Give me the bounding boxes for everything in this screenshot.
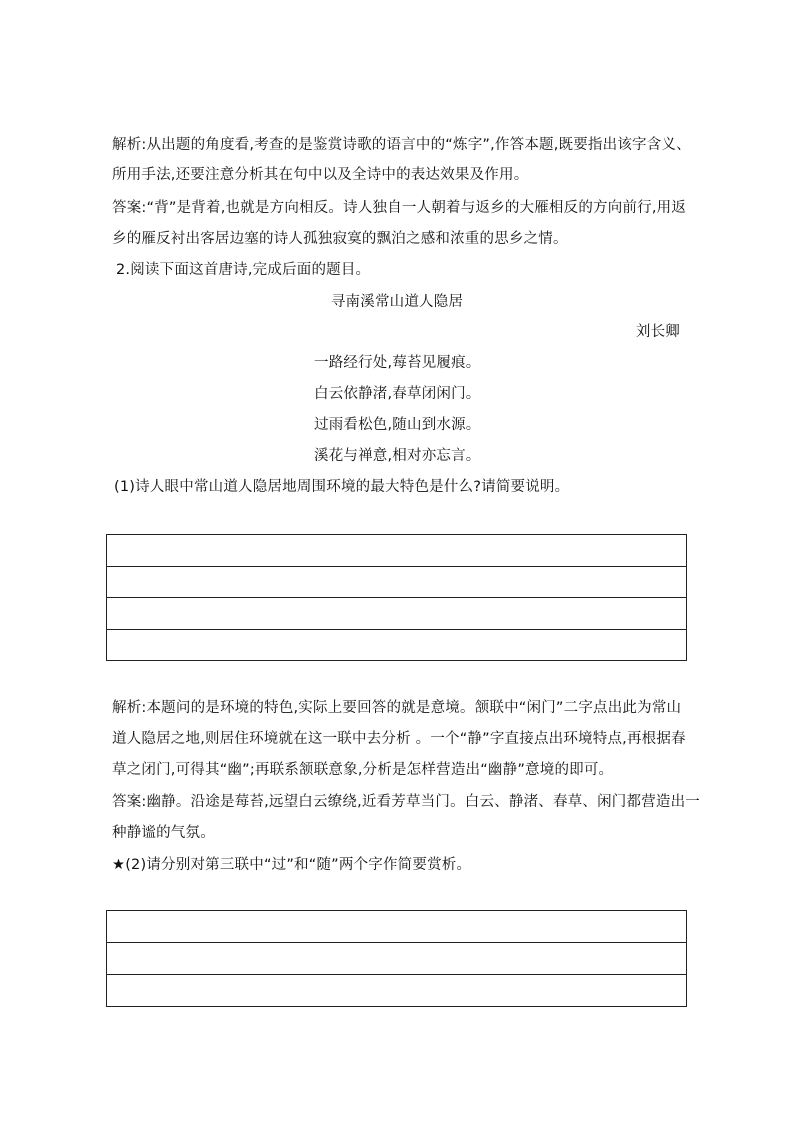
answer-line[interactable] xyxy=(107,567,686,599)
sub1-analysis-line-2: 道人隐居之地,则居住环境就在这一联中去分析 。一个“静”字直接点出环境特点,再根据春 xyxy=(112,731,686,747)
poem-line-1: 一路经行处,莓苔见履痕。 xyxy=(314,355,481,371)
sub1-analysis-line-3: 草之闭门,可得其“幽”;再联系颔联意象,分析是怎样营造出“幽静”意境的即可。 xyxy=(112,762,614,778)
poem-line-4: 溪花与禅意,相对亦忘言。 xyxy=(314,448,481,464)
answer-line[interactable] xyxy=(107,975,686,1006)
answer-line[interactable] xyxy=(107,598,686,630)
q1-answer-line-2: 乡的雁反衬出客居边塞的诗人孤独寂寞的飘泊之感和浓重的思乡之情。 xyxy=(112,231,568,247)
poem-title: 寻南溪常山道人隐居 xyxy=(330,294,464,310)
sub1-answer-line-1: 答案:幽静。沿途是莓苔,远望白云缭绕,近看芳草当门。白云、静渚、春草、闲门都营造出一 xyxy=(112,794,700,810)
q1-analysis-line-1: 解析:从出题的角度看,考查的是鉴赏诗歌的语言中的“炼字”,作答本题,既要指出该字含义、 xyxy=(112,137,691,153)
q1-analysis-line-2: 所用手法,还要注意分析其在句中以及全诗中的表达效果及作用。 xyxy=(112,167,529,183)
answer-line[interactable] xyxy=(107,535,686,567)
question-2-intro: 2.阅读下面这首唐诗,完成后面的题目。 xyxy=(116,262,371,278)
poem-line-3: 过雨看松色,随山到水源。 xyxy=(314,417,481,433)
answer-line[interactable] xyxy=(107,943,686,975)
q1-answer-line-1: 答案:“背”是背着,也就是方向相反。诗人独自一人朝着与返乡的大雁相反的方向前行,用返 xyxy=(112,200,687,216)
answer-line[interactable] xyxy=(107,630,686,662)
sub-question-2: ★(2)请分别对第三联中“过”和“随”两个字作简要赏析。 xyxy=(112,857,472,873)
answer-line[interactable] xyxy=(107,911,686,943)
sub-question-1: (1)诗人眼中常山道人隐居地周围环境的最大特色是什么?请简要说明。 xyxy=(114,479,570,495)
answer-box-1[interactable] xyxy=(106,534,687,661)
poem-author: 刘长卿 xyxy=(635,324,680,340)
answer-box-2[interactable] xyxy=(106,910,687,1007)
sub1-analysis-line-1: 解析:本题问的是环境的特色,实际上要回答的就是意境。颔联中“闲门”二字点出此为常山 xyxy=(112,700,682,716)
poem-line-2: 白云依静渚,春草闭闲门。 xyxy=(314,386,481,402)
sub1-answer-line-2: 种静谧的气氛。 xyxy=(112,825,215,841)
